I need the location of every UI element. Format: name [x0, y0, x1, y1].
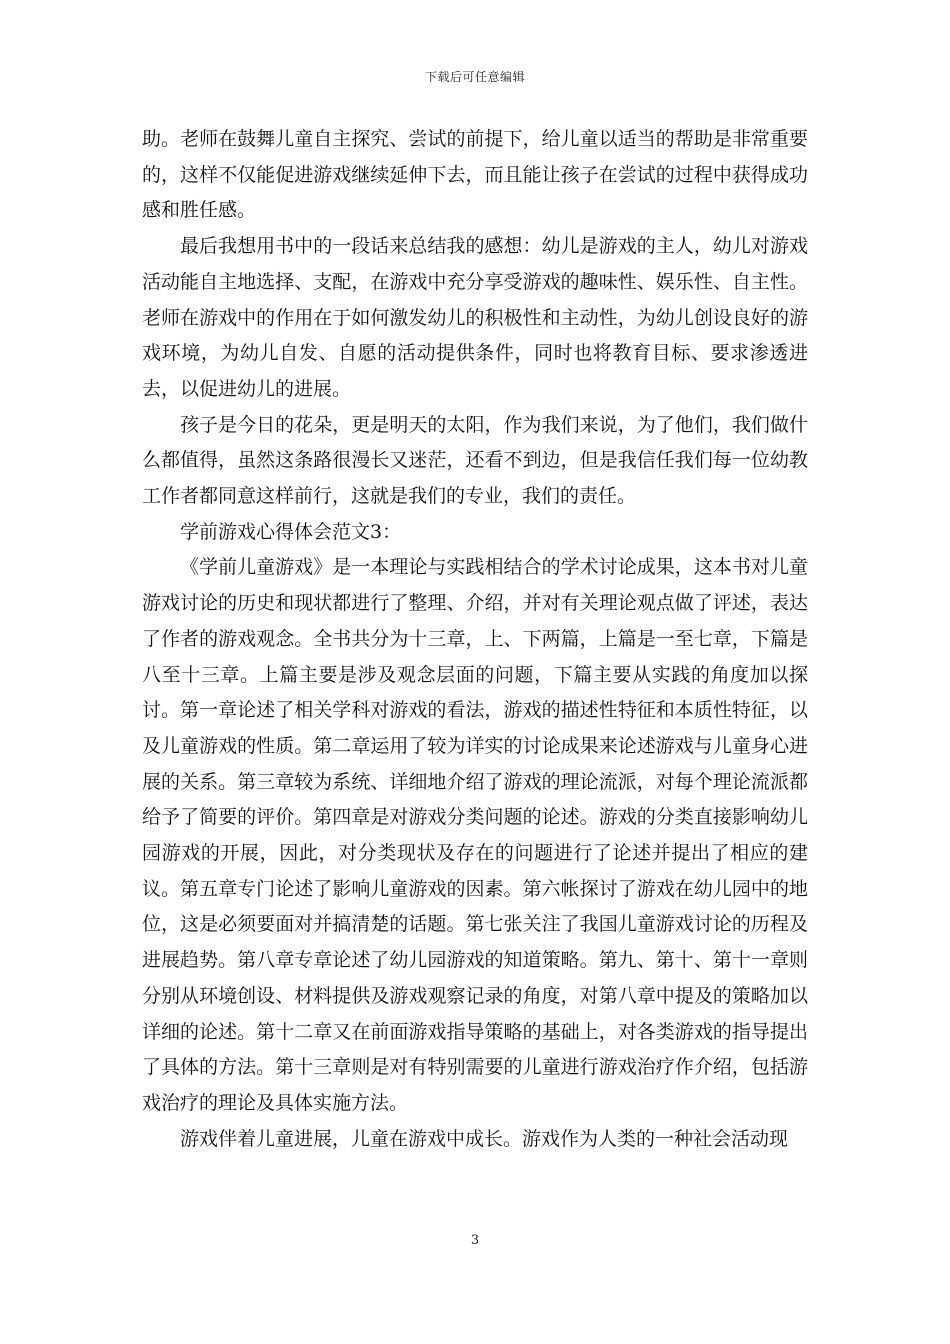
page-header: 下载后可任意编辑: [424, 70, 525, 84]
paragraph: 《学前儿童游戏》是一本理论与实践相结合的学术讨论成果，这本书对儿童游戏讨论的历史和现状都进行了整理、介绍，并对有关理论观点做了评述，表达了作者的游戏观念。全书共分为十三章，上、下两篇，上篇是一至七章，下篇是八至十三章。上篇主要是涉及观念层面的问题，下篇主要从实践的角度加以探讨。第一章论述了相关学科对游戏的看法，游戏的描述性特征和本质性特征，以及儿童游戏的性质。第二章运用了较为详实的讨论成果来论述游戏与儿童身心进展的关系。第三章较为系统、详细地介绍了游戏的理论流派，对每个理论流派都给予了简要的评价。第四章是对游戏分类问题的论述。游戏的分类直接影响幼儿园游戏的开展，因此，对分类现状及存在的问题进行了论述并提出了相应的建议。第五章专门论述了影响儿童游戏的因素。第六帐探讨了游戏在幼儿园中的地位，这是必须要面对并搞清楚的话题。第七张关注了我国儿童游戏讨论的历程及进展趋势。第八章专章论述了幼儿园游戏的知道策略。第九、第十、第十一章则分别从环境创设、材料提供及游戏观察记录的角度，对第八章中提及的策略加以详细的论述。第十二章又在前面游戏指导策略的基础上，对各类游戏的指导提出了具体的方法。第十三章则是对有特别需要的儿童进行游戏治疗作介绍，包括游戏治疗的理论及具体实施方法。: [142, 556, 808, 1114]
page-number: 3: [470, 1233, 480, 1248]
paragraph: 游戏伴着儿童进展，儿童在游戏中成长。游戏作为人类的一种社会活动现: [180, 1127, 789, 1150]
document-body: [142, 122, 808, 1157]
section-heading: 学前游戏心得体会范文3：: [180, 520, 402, 543]
paragraph: 助。老师在鼓舞儿童自主探究、尝试的前提下，给儿童以适当的帮助是非常重要的，这样不仅能促进游戏继续延伸下去，而且能让孩子在尝试的过程中获得成功感和胜任感。: [142, 128, 808, 222]
paragraph: 孩子是今日的花朵，更是明天的太阳，作为我们来说，为了他们，我们做什么都值得，虽然这条路很漫长又迷茫，还看不到边，但是我信任我们每一位幼教工作者都同意这样前行，这就是我们的专业，我们的责任。: [142, 413, 808, 508]
paragraph: 最后我想用书中的一段话来总结我的感想：幼儿是游戏的主人，幼儿对游戏活动能自主地选择、支配，在游戏中充分享受游戏的趣味性、娱乐性、自主性。老师在游戏中的作用在于如何激发幼儿的积极性和主动性，为幼儿创设良好的游戏环境，为幼儿自发、自愿的活动提供条件，同时也将教育目标、要求渗透进去，以促进幼儿的进展。: [142, 235, 808, 400]
